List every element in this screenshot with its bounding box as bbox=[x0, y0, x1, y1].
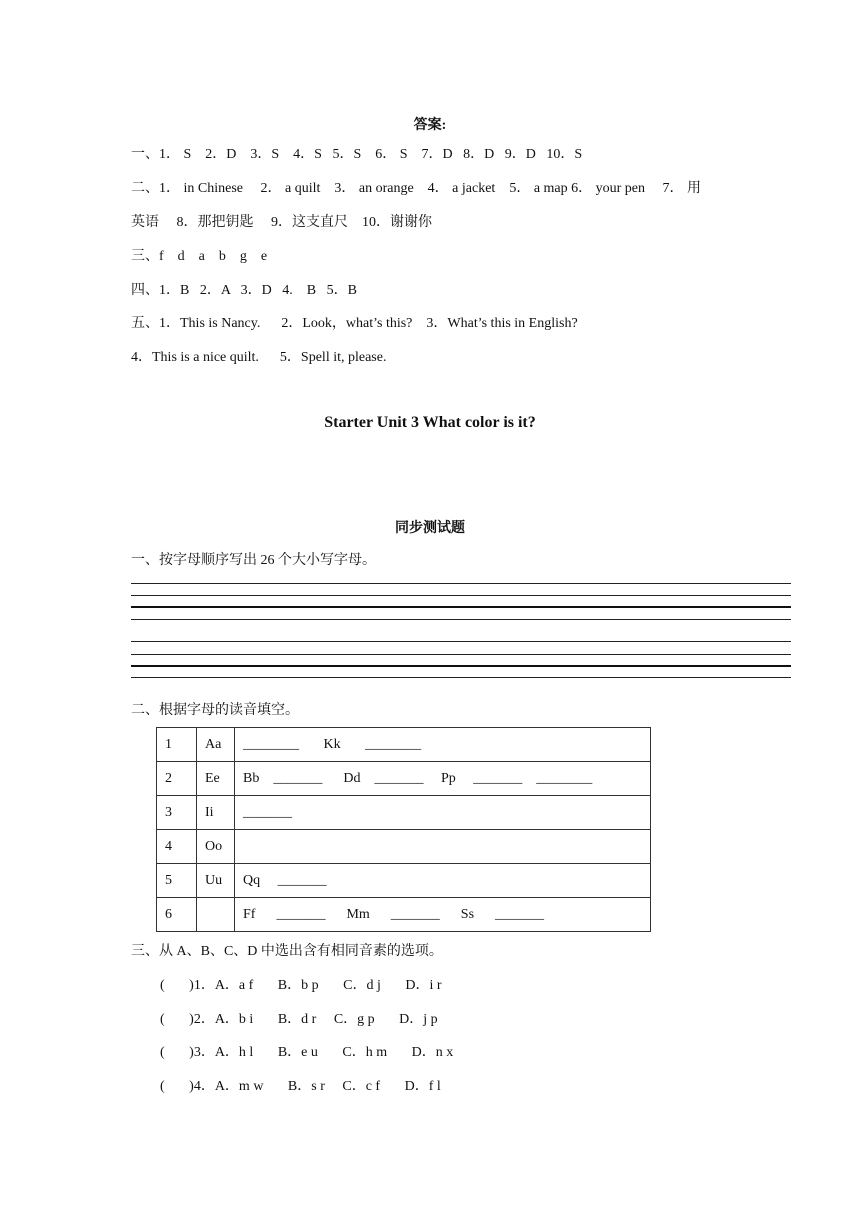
table-row bbox=[157, 762, 651, 796]
writing-line bbox=[131, 677, 791, 678]
table-row bbox=[157, 728, 651, 762]
question-4[interactable]: ( )4．A．m w B．s r C．c f D．f l bbox=[160, 1079, 441, 1094]
answer-line-3: 英语 8．那把钥匙 9．这支直尺 10．谢谢你 bbox=[131, 215, 432, 230]
fill-cell[interactable]: _______ bbox=[235, 796, 651, 830]
writing-line bbox=[131, 595, 791, 596]
answer-title: 答案: bbox=[413, 118, 447, 133]
question-1[interactable]: ( )1．A．a f B．b p C．d j D．i r bbox=[160, 978, 442, 993]
part3-instruction: 三、从 A、B、C、D 中选出含有相同音素的选项。 bbox=[131, 944, 443, 959]
question-2[interactable]: ( )2．A．b i B．d r C．g p D．j p bbox=[160, 1012, 438, 1027]
writing-line bbox=[131, 665, 791, 667]
row-number: 6 bbox=[157, 898, 197, 932]
answer-line-6: 五、1．This is Nancy. 2．Look，what’s this? 3．What’s this in English? bbox=[131, 316, 578, 331]
fill-cell[interactable]: ________ Kk ________ bbox=[235, 728, 651, 762]
answer-line-1: 一、1． S 2．D 3．S 4．S 5．S 6． S 7．D 8．D 9．D 10．S bbox=[131, 147, 583, 162]
answer-line-2: 二、1． in Chinese 2． a quilt 3． an orange 4． a jacket 5． a map 6． your pen 7． 用 bbox=[131, 181, 702, 196]
row-number: 3 bbox=[157, 796, 197, 830]
part2-instruction: 二、根据字母的读音填空。 bbox=[131, 703, 299, 718]
writing-line bbox=[131, 641, 791, 642]
fill-cell[interactable]: Qq _______ bbox=[235, 864, 651, 898]
fill-cell[interactable]: Bb _______ Dd _______ Pp _______ ________ bbox=[235, 762, 651, 796]
question-3[interactable]: ( )3．A．h l B．e u C．h m D．n x bbox=[160, 1045, 454, 1060]
answer-line-5: 四、1．B 2．A 3．D 4. B 5．B bbox=[131, 283, 357, 298]
table-row bbox=[157, 830, 651, 864]
table-row bbox=[157, 898, 651, 932]
row-number: 5 bbox=[157, 864, 197, 898]
vowel-cell: Ii bbox=[197, 796, 235, 830]
writing-line bbox=[131, 606, 791, 608]
writing-line bbox=[131, 583, 791, 584]
unit-title: Starter Unit 3 What color is it? bbox=[324, 414, 536, 431]
writing-line bbox=[131, 619, 791, 620]
answer-line-7: 4．This is a nice quilt. 5．Spell it, please. bbox=[131, 350, 387, 365]
table-row bbox=[157, 796, 651, 830]
vowel-cell: Ee bbox=[197, 762, 235, 796]
fill-cell[interactable]: Ff _______ Mm _______ Ss _______ bbox=[235, 898, 651, 932]
part1-instruction: 一、按字母顺序写出 26 个大小写字母。 bbox=[131, 553, 376, 568]
vowel-cell bbox=[197, 898, 235, 932]
row-number: 1 bbox=[157, 728, 197, 762]
writing-line bbox=[131, 654, 791, 655]
fill-cell[interactable] bbox=[235, 830, 651, 864]
row-number: 2 bbox=[157, 762, 197, 796]
row-number: 4 bbox=[157, 830, 197, 864]
table-row bbox=[157, 864, 651, 898]
vowel-cell: Uu bbox=[197, 864, 235, 898]
vowel-cell: Aa bbox=[197, 728, 235, 762]
vowel-cell: Oo bbox=[197, 830, 235, 864]
test-title: 同步测试题 bbox=[395, 521, 465, 536]
answer-line-4: 三、f d a b g e bbox=[131, 249, 268, 264]
letter-sound-table bbox=[156, 727, 651, 932]
